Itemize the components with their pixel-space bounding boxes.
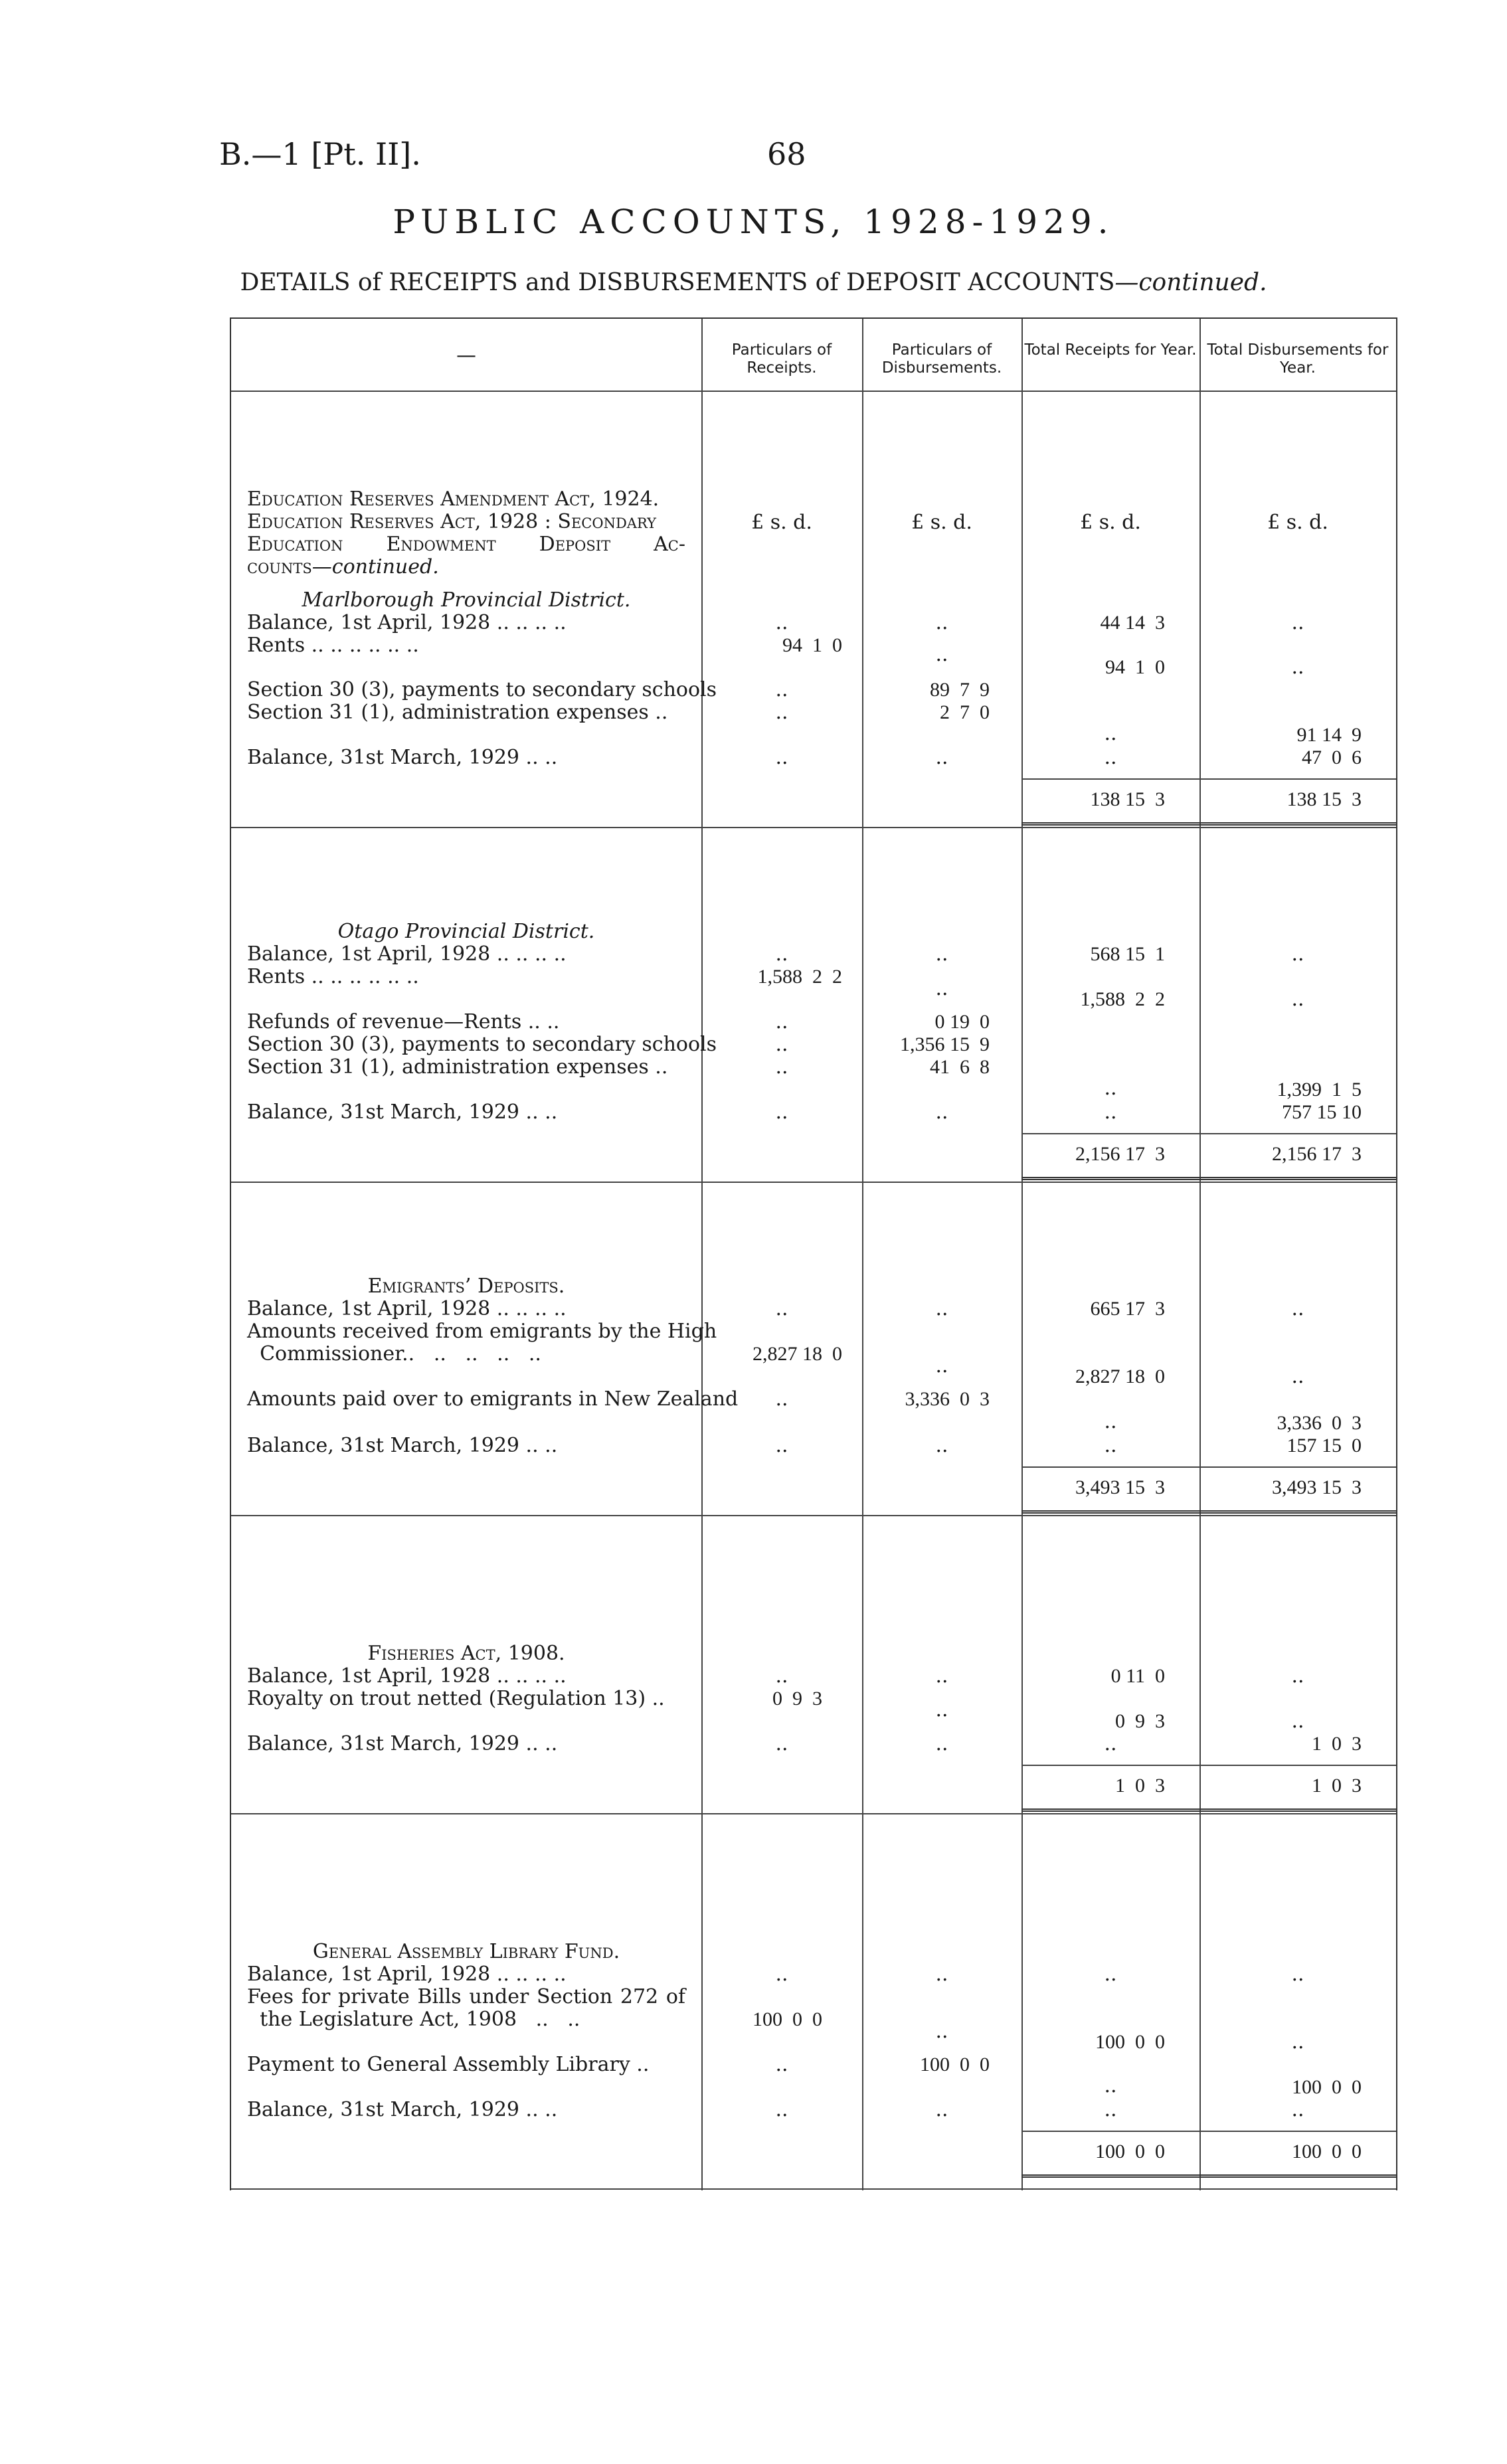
cell-disbursements: .. [935,746,948,769]
cell-receipts: 94 1 0 [782,634,842,656]
section-total-receipts: 138 15 3 [1090,788,1165,810]
cell-total-receipts: 568 15 1 [1090,943,1165,965]
cell-receipts: .. [775,1732,788,1755]
section-total-receipts: 100 0 0 [1095,2141,1165,2162]
cell-receipts: 0 9 3 [772,1688,822,1710]
total-rule [1021,1133,1396,1134]
cell-disbursements: 89 7 9 [930,679,990,701]
act-heading-1: Education Reserves Amendment Act, 1924. [247,487,660,511]
table-bottom-rule [231,2188,1396,2190]
cell-total-disbursements: 100 0 0 [1292,2076,1362,2098]
cell-total-receipts: .. [1104,2098,1117,2121]
total-double-rule [1021,822,1396,826]
total-double-rule [1021,1177,1396,1180]
cell-disbursements: .. [935,1434,948,1457]
cell-disbursements: .. [935,977,948,1000]
subtitle-continued: —continued. [1114,269,1267,296]
cell-total-receipts: .. [1104,1434,1117,1457]
cell-disbursements: .. [935,1100,948,1124]
section-total-disbursements: 2,156 17 3 [1272,1143,1362,1165]
row-label: Balance, 1st April, 1928 .. .. .. .. [247,1297,567,1320]
section-total-receipts: 1 0 3 [1115,1775,1165,1797]
unit-total-receipts: £ s. d. [1080,511,1141,534]
total-rule [1021,2131,1396,2132]
cell-total-receipts: 1,588 2 2 [1080,988,1165,1010]
section-total-disbursements: 100 0 0 [1292,2141,1362,2162]
cell-total-disbursements: 91 14 9 [1296,724,1362,746]
cell-total-disbursements: 47 0 6 [1302,747,1362,768]
cell-disbursements: .. [935,1698,948,1721]
cell-total-disbursements: 1,399 1 5 [1277,1079,1362,1100]
act-heading-3: Education Endowment Deposit Ac- [247,533,685,556]
page-subtitle [0,269,1507,296]
act-heading-4-cont: —continued. [311,555,439,578]
col-rule [1021,319,1023,2190]
cell-total-receipts: .. [1104,1963,1117,1986]
cell-total-receipts: 2,827 18 0 [1075,1365,1165,1387]
act-heading-4-text: counts [247,555,312,578]
row-label: Royalty on trout netted (Regulation 13) .. [247,1687,665,1710]
cell-disbursements: 0 19 0 [934,1011,990,1033]
cell-receipts: .. [775,701,788,724]
cell-total-disbursements: .. [1291,2098,1304,2121]
section-title-emigrants: Emigrants’ Deposits. [367,1275,565,1298]
cell-total-receipts: 0 9 3 [1115,1710,1165,1732]
cell-disbursements: 41 6 8 [930,1056,990,1078]
cell-receipts: .. [775,1033,788,1056]
cell-receipts: .. [775,942,788,966]
total-double-rule [1021,1808,1396,1812]
col-header-receipts: Particulars of Receipts. [731,341,832,377]
total-rule [1021,1466,1396,1468]
unit-total-disbursements: £ s. d. [1267,511,1328,534]
cell-disbursements: .. [935,643,948,666]
cell-total-disbursements: .. [1291,611,1304,634]
row-label: Section 31 (1), administration expenses .. [247,701,668,724]
section-title-marlborough: Marlborough Provincial District. [302,588,631,612]
cell-receipts: .. [775,1387,788,1411]
cell-disbursements: .. [935,2098,948,2121]
cell-total-receipts: 665 17 3 [1090,1298,1165,1320]
cell-disbursements: .. [935,2020,948,2043]
section-total-disbursements: 3,493 15 3 [1272,1476,1362,1498]
cell-total-disbursements: .. [1291,988,1304,1011]
header-rule [231,391,1396,392]
cell-total-disbursements: .. [1291,2030,1304,2054]
cell-disbursements: 3,336 0 3 [905,1388,990,1410]
cell-total-receipts: 44 14 3 [1100,612,1165,634]
section-title-otago: Otago Provincial District. [337,920,595,943]
cell-receipts: .. [775,1100,788,1124]
col-rule [1199,319,1201,2190]
col-rule [862,319,863,2190]
total-rule [1021,778,1396,780]
section-total-receipts: 2,156 17 3 [1075,1143,1165,1165]
unit-disbursements: £ s. d. [911,511,972,534]
cell-total-receipts: .. [1104,2074,1117,2097]
section-rule [231,1515,1396,1516]
col-header-total-receipts: Total Receipts for Year. [1024,341,1197,359]
cell-total-receipts: .. [1104,1077,1117,1100]
cell-receipts: .. [775,1055,788,1079]
row-label: Balance, 31st March, 1929 .. .. [247,746,558,769]
col-rule [701,319,703,2190]
row-label: Rents .. .. .. .. .. .. [247,634,419,657]
cell-receipts: .. [775,746,788,769]
section-title-library-fund: General Assembly Library Fund. [312,1940,620,1963]
cell-receipts: .. [775,1664,788,1688]
unit-receipts: £ s. d. [751,511,812,534]
cell-total-disbursements: .. [1291,1963,1304,1986]
cell-disbursements: .. [935,1732,948,1755]
cell-total-disbursements: .. [1291,1710,1304,1733]
row-label: the Legislature Act, 1908 .. .. [247,2008,580,2031]
page-title: PUBLIC ACCOUNTS, 1928-1929. [393,203,1114,241]
cell-disbursements: .. [935,942,948,966]
row-label: Balance, 1st April, 1928 .. .. .. .. [247,611,567,634]
section-rule [231,1182,1396,1183]
col-header-total-disbursements: Total Disbursements for Year. [1207,341,1389,377]
cell-total-disbursements: .. [1291,656,1304,679]
cell-disbursements: 100 0 0 [920,2054,990,2075]
cell-total-disbursements: 157 15 0 [1286,1435,1362,1456]
act-heading-4 [247,556,439,578]
row-label: Balance, 1st April, 1928 .. .. .. .. [247,1963,567,1986]
row-label: Fees for private Bills under Section 272 of [247,1985,685,2008]
cell-total-disbursements: .. [1291,942,1304,966]
cell-disbursements: .. [935,1354,948,1377]
row-label: Balance, 1st April, 1928 .. .. .. .. [247,942,567,966]
row-label: Balance, 31st March, 1929 .. .. [247,2098,558,2121]
cell-receipts: .. [775,1010,788,1033]
cell-total-disbursements: 1 0 3 [1312,1733,1362,1755]
section-title-fisheries: Fisheries Act, 1908. [367,1642,565,1665]
cell-total-receipts: .. [1104,1410,1117,1433]
row-label: Balance, 31st March, 1929 .. .. [247,1434,558,1457]
row-label: Amounts received from emigrants by the High [247,1320,717,1343]
total-double-rule [1021,2174,1396,2178]
total-rule [1021,1765,1396,1766]
cell-receipts: .. [775,611,788,634]
row-label: Rents .. .. .. .. .. .. [247,965,419,988]
col-header-disbursements: Particulars of Disbursements. [881,341,1002,377]
row-label: Payment to General Assembly Library .. [247,2053,650,2076]
cell-total-receipts: 0 11 0 [1110,1665,1165,1687]
section-total-receipts: 3,493 15 3 [1075,1476,1165,1498]
cell-total-receipts: .. [1104,1732,1117,1755]
cell-disbursements: .. [935,1297,948,1320]
cell-total-disbursements: .. [1291,1365,1304,1388]
cell-total-disbursements: .. [1291,1664,1304,1688]
cell-receipts: 100 0 0 [753,2008,822,2030]
cell-receipts: .. [775,1963,788,1986]
row-label: Section 31 (1), administration expenses .. [247,1055,668,1079]
cell-disbursements: .. [935,1963,948,1986]
section-rule [231,827,1396,828]
subtitle-text: DETAILS of RECEIPTS and DISBURSEMENTS of DEPOSIT ACCOUNTS [240,269,1115,296]
cell-total-disbursements: 757 15 10 [1282,1101,1362,1123]
cell-receipts: .. [775,2053,788,2076]
cell-receipts: .. [775,1297,788,1320]
cell-total-receipts: .. [1104,746,1117,769]
row-label: Section 30 (3), payments to secondary schools [247,678,717,701]
cell-total-disbursements: 3,336 0 3 [1277,1412,1362,1434]
cell-disbursements: .. [935,1664,948,1688]
cell-receipts: .. [775,2098,788,2121]
total-double-rule [1021,1510,1396,1514]
cell-total-receipts: 100 0 0 [1095,2031,1165,2053]
page-number: 68 [767,136,806,172]
row-label: Balance, 31st March, 1929 .. .. [247,1732,558,1755]
report-reference: B.—1 [Pt. II]. [219,136,421,172]
cell-receipts: 2,827 18 0 [753,1343,842,1365]
row-label: Refunds of revenue—Rents .. .. [247,1010,560,1033]
row-label: Commissioner.. .. .. .. .. [247,1342,541,1365]
cell-disbursements: 2 7 0 [940,701,990,723]
section-total-disbursements: 138 15 3 [1286,788,1362,810]
col-header-desc: — [456,344,476,367]
row-label: Section 30 (3), payments to secondary schools [247,1033,717,1056]
cell-total-receipts: 94 1 0 [1105,656,1165,678]
cell-total-receipts: .. [1104,1100,1117,1124]
row-label: Amounts paid over to emigrants in New Zealand [247,1387,739,1411]
cell-receipts: .. [775,1434,788,1457]
section-total-disbursements: 1 0 3 [1312,1775,1362,1797]
row-label: Balance, 1st April, 1928 .. .. .. .. [247,1664,567,1688]
cell-total-disbursements: .. [1291,1297,1304,1320]
row-label: Balance, 31st March, 1929 .. .. [247,1100,558,1124]
cell-receipts: .. [775,678,788,701]
cell-disbursements: .. [935,611,948,634]
cell-disbursements: 1,356 15 9 [900,1033,990,1055]
section-rule [231,1813,1396,1814]
accounts-table [230,317,1397,2190]
cell-receipts: 1,588 2 2 [757,966,842,988]
act-heading-2: Education Reserves Act, 1928 : Secondary [247,510,656,533]
cell-total-receipts: .. [1104,722,1117,745]
